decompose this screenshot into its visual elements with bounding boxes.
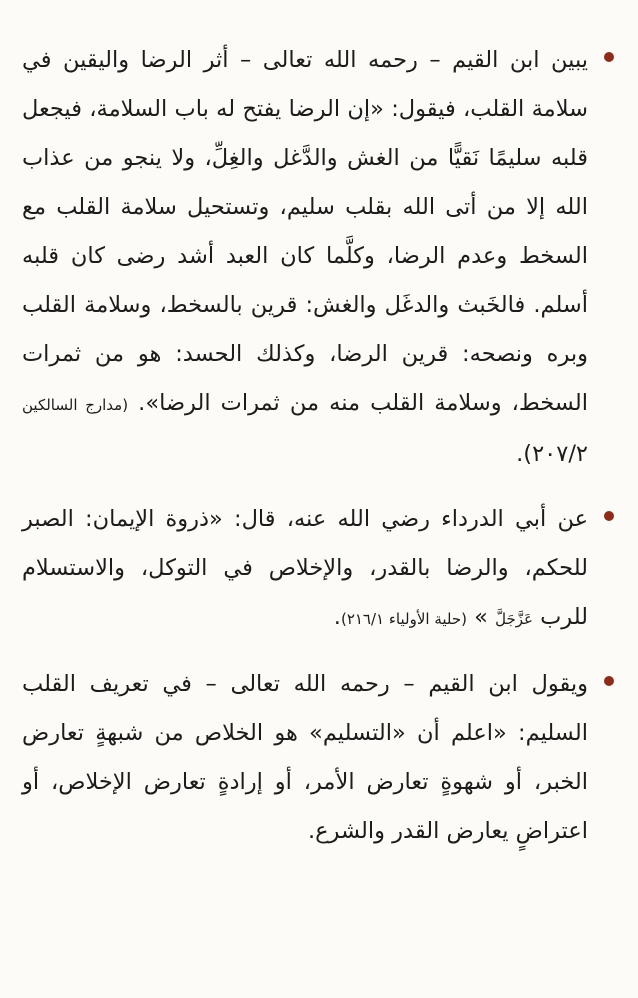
paragraph-text: [22, 36, 588, 479]
honorific-glyph: عَزَّجَلَّ: [495, 610, 533, 628]
sentence-end: .: [333, 604, 341, 630]
paragraph-qalb-salim-definition: [22, 660, 614, 856]
document-body: [22, 36, 614, 856]
paragraph-text: [22, 660, 588, 856]
bullet-icon: [604, 511, 614, 521]
source-citation: (مدارج السالكين: [22, 396, 129, 414]
paragraph-text: [22, 495, 588, 644]
quote-text: يبين ابن القيم – رحمه الله تعالى – أثر الرضا واليقين في سلامة القلب، فيقول: «إن الرضا يفتح له باب السلامة، فيجعل قلبه سليمًا نَقيًّا من الغش والدَّغل والغِلِّ، ولا ينجو من عذاب الله إلا من أتى الله بقلب سليم، وتستحيل سلامة القلب مع السخط وعدم الرضا، وكلَّما كان العبد أشد رضى كان قلبه أسلم. فالخَبث والدغَل والغش: قرين بالسخط، وسلامة القلب وبره ونصحه: قرين الرضا، وكذلك الحسد: هو من ثمرات السخط، وسلامة القلب منه من ثمرات الرضا».: [22, 47, 588, 416]
bullet-icon: [604, 676, 614, 686]
quote-text: عن أبي الدرداء رضي الله عنه، قال: «ذروة الإيمان: الصبر للحكم، والرضا بالقدر، والإخلاص في التوكل، والاستسلام للرب: [22, 506, 588, 630]
bullet-icon: [604, 52, 614, 62]
paragraph-abu-darda: [22, 495, 614, 644]
paragraph-ibn-qayyim-rida: [22, 36, 614, 479]
source-citation: (حلية الأولياء ٢١٦/١): [340, 610, 467, 628]
quote-close: »: [474, 604, 488, 630]
citation-page: ٢٠٧/٢).: [516, 441, 588, 467]
quote-text: ويقول ابن القيم – رحمه الله تعالى – في تعريف القلب السليم: «اعلم أن «التسليم» هو الخلاص من شبهةٍ تعارض الخبر، أو شهوةٍ تعارض الأمر، أو إرادةٍ تعارض الإخلاص، أو اعتراضٍ يعارض القدر والشرع.: [22, 671, 588, 844]
